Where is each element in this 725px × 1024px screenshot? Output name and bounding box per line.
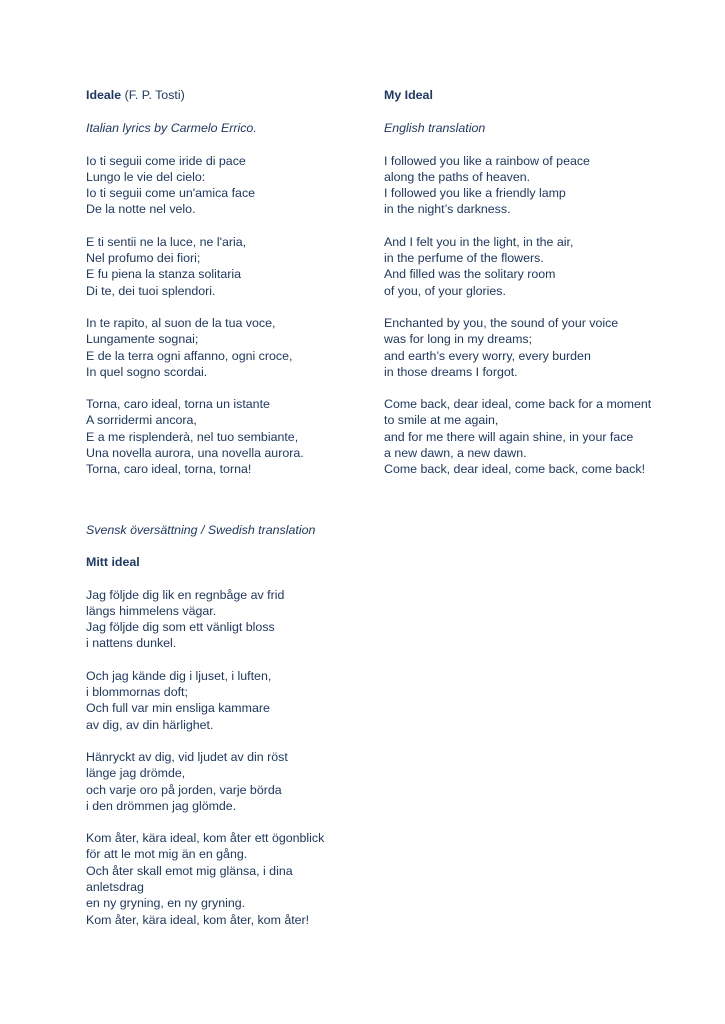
lyric-line: along the paths of heaven. bbox=[384, 169, 531, 184]
lyric-line: av dig, av din härlighet. bbox=[86, 717, 214, 732]
lyric-line: i den drömmen jag glömde. bbox=[86, 798, 237, 813]
lyric-line: längs himmelens vägar. bbox=[86, 603, 217, 618]
italian-stanza bbox=[86, 315, 371, 380]
lyric-line: E de la terra ogni affanno, ogni croce, bbox=[86, 348, 293, 363]
italian-stanza bbox=[86, 234, 371, 299]
lyric-line: of you, of your glories. bbox=[384, 283, 506, 298]
swedish-title: Mitt ideal bbox=[86, 555, 140, 570]
lyric-line: to smile at me again, bbox=[384, 413, 499, 428]
lyric-line: Jag följde dig som ett vänligt bloss bbox=[86, 620, 275, 635]
lyric-line: Kom åter, kära ideal, kom åter ett ögonblick bbox=[86, 831, 325, 846]
lyric-line: E ti sentii ne la luce, ne l'aria, bbox=[86, 234, 247, 249]
lyric-line: Io ti seguii come un'amica face bbox=[86, 186, 256, 201]
lyric-line: och varje oro på jorden, varje börda bbox=[86, 782, 282, 797]
english-stanza bbox=[384, 234, 704, 299]
lyric-line: Come back, dear ideal, come back, come back! bbox=[384, 462, 646, 477]
lyric-line: De la notte nel velo. bbox=[86, 202, 196, 217]
lyric-line: a new dawn, a new dawn. bbox=[384, 446, 527, 461]
lyric-line: Lungamente sognai; bbox=[86, 332, 199, 347]
lyric-line: Lungo le vie del cielo: bbox=[86, 169, 206, 184]
lyric-line: E a me risplenderà, nel tuo sembiante, bbox=[86, 429, 299, 444]
lyric-line: i nattens dunkel. bbox=[86, 636, 177, 651]
lyric-line: and earth’s every worry, every burden bbox=[384, 348, 591, 363]
italian-stanza bbox=[86, 396, 371, 477]
english-column bbox=[384, 87, 704, 494]
italian-title-bold: Ideale bbox=[86, 88, 122, 102]
lyric-line: I followed you like a friendly lamp bbox=[384, 186, 566, 201]
lyric-line: Come back, dear ideal, come back for a moment bbox=[384, 397, 652, 412]
lyric-line: Di te, dei tuoi splendori. bbox=[86, 283, 216, 298]
lyric-line: in those dreams I forgot. bbox=[384, 364, 518, 379]
lyric-line: en ny gryning, en ny gryning. bbox=[86, 896, 246, 911]
english-stanza bbox=[384, 315, 704, 380]
swedish-stanza bbox=[86, 587, 371, 652]
english-subtitle: English translation bbox=[384, 121, 486, 136]
english-title-bold: My Ideal bbox=[384, 88, 433, 102]
english-stanza bbox=[384, 396, 704, 477]
lyric-line: A sorridermi ancora, bbox=[86, 413, 197, 428]
lyric-line: Nel profumo dei fiori; bbox=[86, 251, 201, 266]
lyric-line: And I felt you in the light, in the air, bbox=[384, 234, 574, 249]
lyric-line: E fu piena la stanza solitaria bbox=[86, 267, 241, 282]
english-title bbox=[384, 87, 704, 103]
english-stanza bbox=[384, 153, 704, 218]
lyric-line: Torna, caro ideal, torna un istante bbox=[86, 397, 270, 412]
lyric-line: anletsdrag bbox=[86, 880, 144, 895]
lyric-line: Och åter skall emot mig glänsa, i dina bbox=[86, 863, 293, 878]
lyric-line: i blommornas doft; bbox=[86, 685, 188, 700]
lyric-line: länge jag drömde, bbox=[86, 766, 186, 781]
italian-title-composer: (F. P. Tosti) bbox=[121, 88, 185, 102]
italian-title bbox=[86, 87, 371, 103]
lyric-line: in the perfume of the flowers. bbox=[384, 251, 544, 266]
swedish-header: Svensk översättning / Swedish translation bbox=[86, 523, 316, 537]
italian-column bbox=[86, 87, 371, 494]
lyric-line: In te rapito, al suon de la tua voce, bbox=[86, 315, 276, 330]
lyric-line: Enchanted by you, the sound of your voice bbox=[384, 315, 619, 330]
swedish-column bbox=[86, 522, 371, 944]
swedish-stanza bbox=[86, 830, 371, 928]
lyric-line: in the night’s darkness. bbox=[384, 202, 511, 217]
lyric-line: I followed you like a rainbow of peace bbox=[384, 153, 590, 168]
swedish-stanza bbox=[86, 749, 371, 814]
lyric-line: and for me there will again shine, in your face bbox=[384, 429, 634, 444]
lyric-line: was for long in my dreams; bbox=[384, 332, 533, 347]
italian-subtitle: Italian lyrics by Carmelo Errico. bbox=[86, 121, 257, 136]
lyric-line: Kom åter, kära ideal, kom åter, kom åter! bbox=[86, 912, 310, 927]
lyric-line: för att le mot mig än en gång. bbox=[86, 847, 248, 862]
lyric-line: Och full var min ensliga kammare bbox=[86, 701, 270, 716]
swedish-stanza bbox=[86, 668, 371, 733]
lyric-line: Io ti seguii come iride di pace bbox=[86, 153, 246, 168]
lyric-line: Jag följde dig lik en regnbåge av frid bbox=[86, 587, 285, 602]
italian-stanza bbox=[86, 153, 371, 218]
lyric-line: Una novella aurora, una novella aurora. bbox=[86, 446, 304, 461]
lyric-line: Hänryckt av dig, vid ljudet av din röst bbox=[86, 749, 288, 764]
lyric-line: In quel sogno scordai. bbox=[86, 364, 208, 379]
lyric-line: Och jag kände dig i ljuset, i luften, bbox=[86, 668, 272, 683]
lyric-line: And filled was the solitary room bbox=[384, 267, 556, 282]
lyric-line: Torna, caro ideal, torna, torna! bbox=[86, 462, 252, 477]
